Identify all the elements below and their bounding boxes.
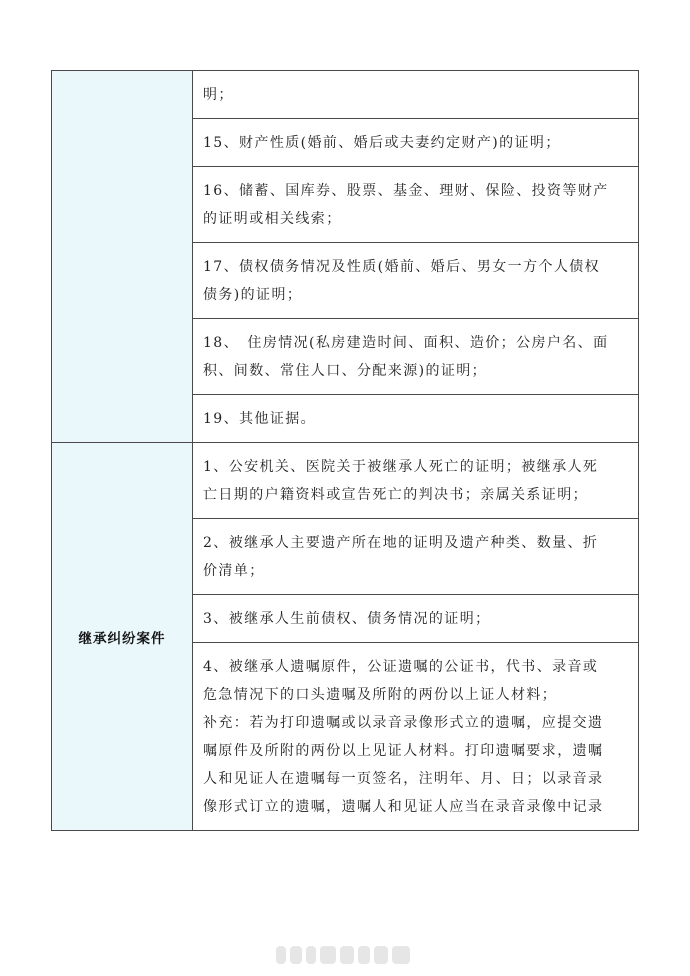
evidence-item-line: 1、公安机关、医院关于被继承人死亡的证明；被继承人死 — [203, 459, 599, 475]
evidence-item — [193, 71, 639, 119]
evidence-item-line: 2、被继承人主要遗产所在地的证明及遗产种类、数量、折 — [203, 535, 599, 551]
evidence-item — [193, 243, 639, 319]
evidence-table-body — [52, 71, 639, 831]
evidence-item — [193, 319, 639, 395]
table-row — [52, 71, 639, 119]
evidence-item — [193, 595, 639, 643]
evidence-item-line: 明； — [203, 87, 234, 103]
category-cell — [52, 71, 193, 443]
evidence-item-line: 危急情况下的口头遗嘱及所附的两份以上证人材料； — [203, 687, 558, 703]
evidence-item-line: 15、财产性质(婚前、婚后或夫妻约定财产)的证明； — [203, 135, 561, 151]
evidence-item — [193, 519, 639, 595]
evidence-item — [193, 395, 639, 443]
evidence-item-line: 价清单； — [203, 563, 265, 579]
evidence-item-line: 3、被继承人生前债权、债务情况的证明； — [203, 611, 491, 627]
evidence-item-line: 4、被继承人遗嘱原件，公证遗嘱的公证书，代书、录音或 — [203, 659, 599, 675]
evidence-item-line: 补充：若为打印遗嘱或以录音录像形式立的遗嘱，应提交遗 — [203, 715, 604, 731]
evidence-item — [193, 643, 639, 831]
evidence-item — [193, 167, 639, 243]
evidence-item — [193, 119, 639, 167]
evidence-item-line: 亡日期的户籍资料或宣告死亡的判决书；亲属关系证明； — [203, 487, 588, 503]
table-row — [52, 443, 639, 519]
watermark-blur — [276, 944, 412, 966]
evidence-item-line: 的证明或相关线索； — [203, 211, 342, 227]
category-label: 继承纠纷案件 — [78, 630, 166, 647]
category-cell — [52, 443, 193, 831]
evidence-item-line: 积、间数、常住人口、分配来源)的证明； — [203, 363, 488, 379]
evidence-item-line: 债务)的证明； — [203, 287, 303, 303]
evidence-item-line: 16、储蓄、国库券、股票、基金、理财、保险、投资等财产 — [203, 183, 609, 199]
evidence-table — [51, 70, 639, 831]
evidence-item-line: 18、 住房情况(私房建造时间、面积、造价；公房户名、面 — [203, 335, 609, 351]
evidence-item-line: 嘱原件及所附的两份以上见证人材料。打印遗嘱要求，遗嘱 — [203, 743, 604, 759]
evidence-item-line: 17、债权债务情况及性质(婚前、婚后、男女一方个人债权 — [203, 259, 601, 275]
evidence-item-line: 像形式订立的遗嘱，遗嘱人和见证人应当在录音录像中记录 — [203, 799, 604, 815]
evidence-item — [193, 443, 639, 519]
evidence-item-line: 人和见证人在遗嘱每一页签名，注明年、月、日；以录音录 — [203, 771, 604, 787]
evidence-item-line: 19、其他证据。 — [203, 411, 317, 427]
